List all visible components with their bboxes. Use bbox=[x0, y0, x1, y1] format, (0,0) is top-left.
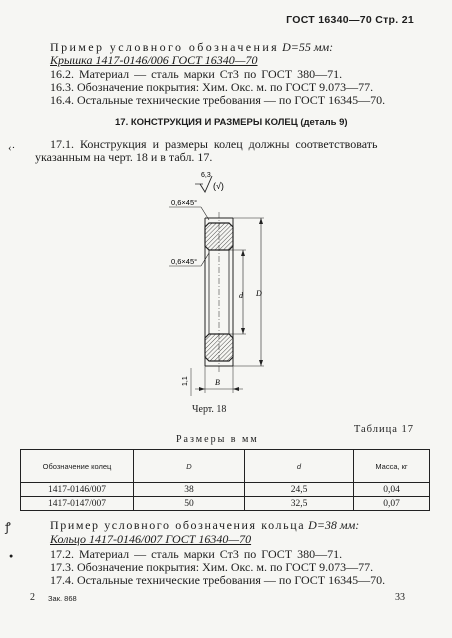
clause-17-3: 17.3. Обозначение покрытия: Хим. Окс. м. по ГОСТ 9.073—77. bbox=[50, 560, 374, 574]
footer-page-number: 33 bbox=[395, 592, 405, 603]
example1-title-text: Пример условного обозначения bbox=[50, 40, 280, 54]
table-label: Таблица 17 bbox=[353, 424, 414, 435]
clause-16-2: 16.2. Материал — сталь марки Ст3 по ГОСТ 380—71. bbox=[50, 67, 343, 81]
dim-side: 1,1 bbox=[182, 376, 189, 386]
table-header-d: d bbox=[245, 450, 354, 483]
example2-designation: Кольцо 1417-0146/007 ГОСТ 16340—70 bbox=[50, 532, 252, 546]
clause-16-4: 16.4. Остальные технические требования — по ГОСТ 16345—70. bbox=[50, 93, 386, 107]
table-row bbox=[21, 497, 430, 511]
clause-17-1-line2: указанным на черт. 18 и в табл. 17. bbox=[35, 150, 213, 164]
example2-title-formula: D=38 мм: bbox=[308, 518, 360, 532]
example2-title bbox=[50, 518, 359, 532]
clause-16-3: 16.3. Обозначение покрытия: Хим. Окс. м. по ГОСТ 9.073—77. bbox=[50, 80, 374, 94]
table-row bbox=[21, 483, 430, 497]
roughness-value: 6,3 bbox=[201, 172, 211, 179]
ring-section bbox=[205, 212, 233, 373]
table-cell: 32,5 bbox=[245, 497, 354, 511]
footer-left: 2 bbox=[30, 592, 35, 603]
table-header-row bbox=[21, 450, 430, 483]
dim-d: d bbox=[239, 291, 243, 300]
clause-17-2: 17.2. Материал — сталь марки Ст3 по ГОСТ 380—71. bbox=[50, 547, 343, 561]
section-17-title: 17. КОНСТРУКЦИЯ И РАЗМЕРЫ КОЛЕЦ (деталь 9) bbox=[115, 117, 348, 128]
table-cell: 1417-0146/007 bbox=[21, 483, 134, 497]
table-subtitle: Размеры в мм bbox=[176, 434, 259, 445]
example1-designation: Крышка 1417-0146/006 ГОСТ 16340—70 bbox=[50, 53, 258, 67]
table-cell: 50 bbox=[134, 497, 245, 511]
table-cell: 0,07 bbox=[354, 497, 430, 511]
footer-order: Зак. 868 bbox=[48, 594, 77, 603]
margin-mark-middle: ꝭ bbox=[5, 520, 11, 534]
example1-title bbox=[50, 40, 333, 54]
table-cell: 38 bbox=[134, 483, 245, 497]
dim-B: B bbox=[215, 378, 220, 387]
chamfer-top-label: 0,6×45° bbox=[171, 198, 198, 207]
clause-17-1-line1: 17.1. Конструкция и размеры колец должны соответствовать bbox=[50, 137, 378, 151]
roughness-general: (√) bbox=[213, 181, 224, 191]
drawing-18 bbox=[165, 168, 295, 403]
example1-title-formula: D=55 мм: bbox=[282, 40, 334, 54]
margin-mark-top: ‹· bbox=[8, 142, 16, 154]
dim-D: D bbox=[256, 289, 262, 298]
page-header: ГОСТ 16340—70 Стр. 21 bbox=[286, 14, 414, 26]
margin-mark-bottom: ● bbox=[9, 552, 14, 560]
table-cell: 0,04 bbox=[354, 483, 430, 497]
table-cell: 24,5 bbox=[245, 483, 354, 497]
table-17 bbox=[20, 449, 430, 511]
table-header-D: D bbox=[134, 450, 245, 483]
table-header-designation: Обозначение колец bbox=[21, 450, 134, 483]
clause-17-4: 17.4. Остальные технические требования — по ГОСТ 16345—70. bbox=[50, 573, 386, 587]
example2-title-text: Пример условного обозначения кольца bbox=[50, 518, 306, 532]
table-header-mass: Масса, кг bbox=[354, 450, 430, 483]
drawing-caption: Черт. 18 bbox=[192, 404, 227, 415]
table-cell: 1417-0147/007 bbox=[21, 497, 134, 511]
chamfer-mid-label: 0,6×45° bbox=[171, 257, 198, 266]
